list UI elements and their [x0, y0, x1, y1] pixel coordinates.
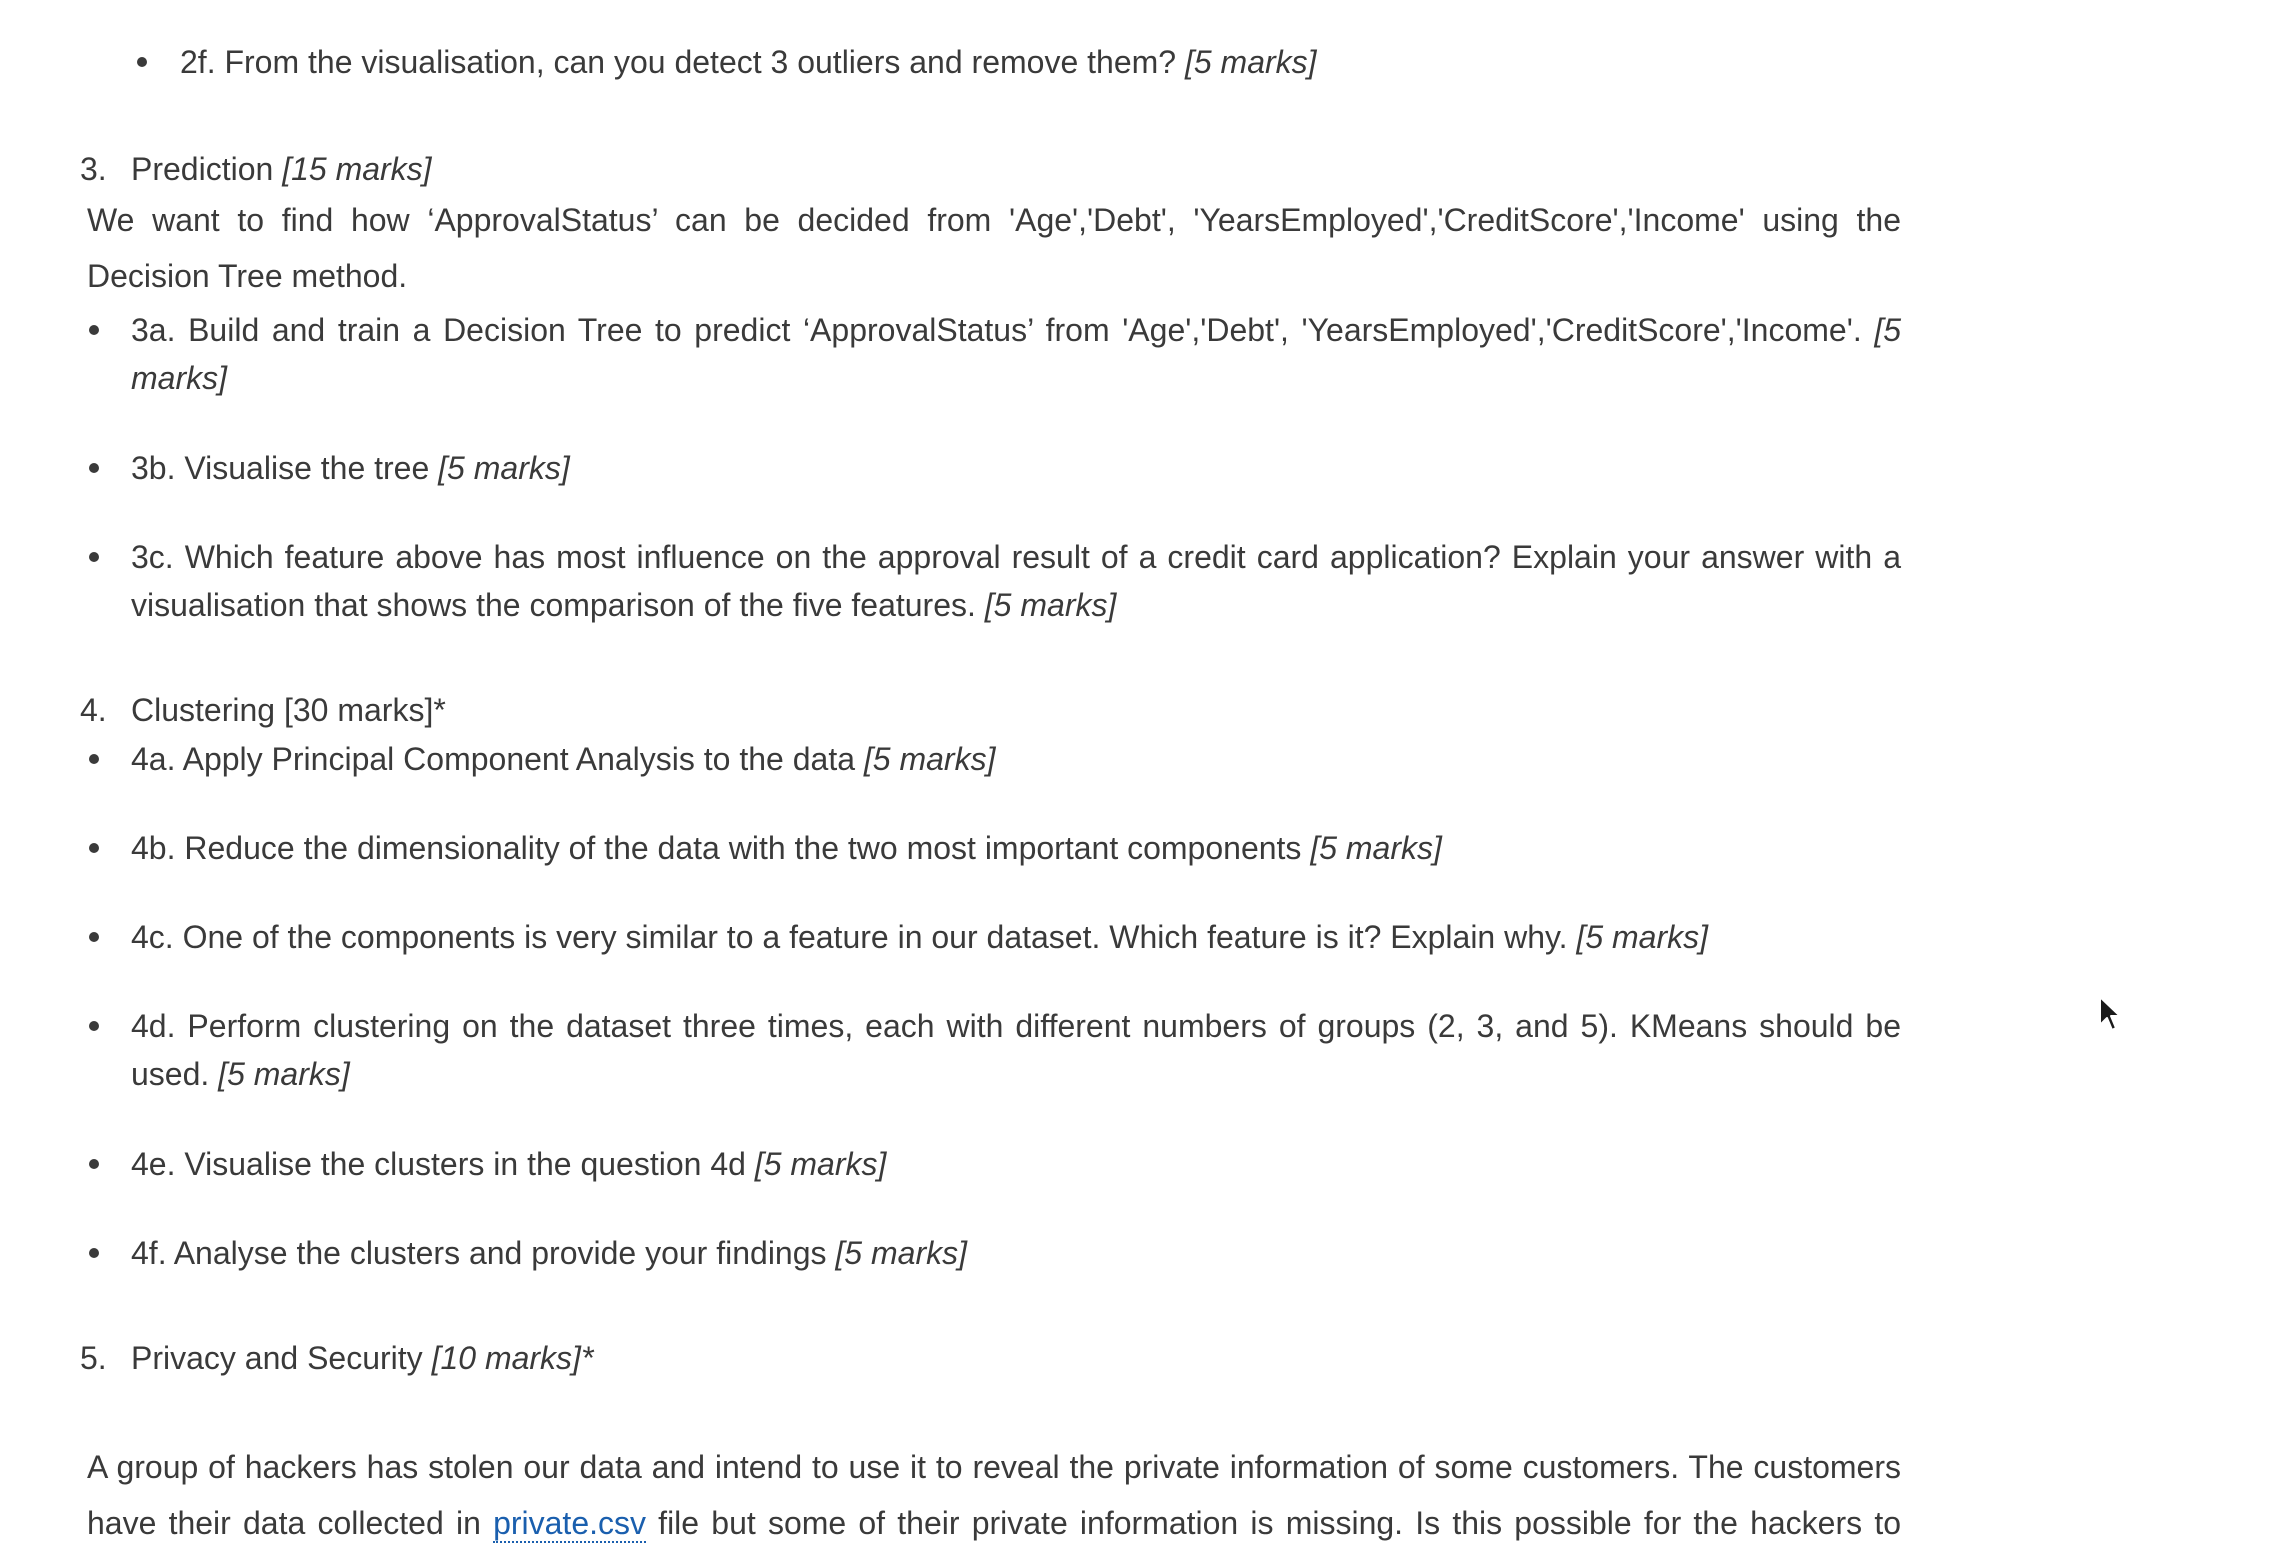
question-3a-line-1 — [131, 308, 1901, 352]
section-4-number: 4. — [80, 692, 107, 728]
section-3-heading — [131, 147, 432, 191]
marks-label: [5 — [1874, 312, 1901, 348]
bullet — [89, 1248, 99, 1258]
question-text: used. — [131, 1056, 219, 1092]
section-title: Prediction — [131, 151, 283, 187]
question-2f — [180, 40, 1317, 84]
section-5-paragraph-line-1: A group of hackers has stolen our data and intend to use it to reveal the private information of some customers. The customers — [87, 1449, 1901, 1485]
question-text: 2f. From the visualisation, can you detect 3 outliers and remove them? — [180, 44, 1185, 80]
marks-label: [5 marks] — [754, 1146, 887, 1182]
paragraph-text: file but some of their private information is missing. Is this possible for the hackers to — [646, 1505, 1902, 1541]
marks-label: [5 marks] — [984, 587, 1117, 623]
question-3c-line-1: 3c. Which feature above has most influence on the approval result of a credit card application? Explain your answer with a — [131, 539, 1901, 575]
marks-label: [5 marks] — [438, 450, 570, 486]
question-4a — [131, 737, 995, 781]
bullet — [89, 463, 99, 473]
question-text: 4c. One of the components is very similar to a feature in our dataset. Which feature is it? Explain why. — [131, 919, 1577, 955]
marks-label: [10 marks]* — [431, 1340, 594, 1376]
bullet — [137, 57, 147, 67]
section-3-intro-line-2: Decision Tree method. — [87, 258, 408, 294]
mouse-pointer-icon — [2098, 995, 2122, 1033]
marks-label: [5 marks] — [835, 1235, 967, 1271]
marks-label: marks] — [131, 360, 227, 396]
bullet — [89, 325, 99, 335]
marks-label: [5 marks] — [1310, 830, 1442, 866]
marks-label: [15 marks] — [282, 151, 432, 187]
section-5-paragraph-line-2 — [87, 1501, 1901, 1545]
question-text: 3a. Build and train a Decision Tree to predict ‘ApprovalStatus’ from 'Age','Debt', 'YearsEmployed','CreditScore','Income'. — [131, 312, 1875, 348]
question-4d-line-1: 4d. Perform clustering on the dataset three times, each with different numbers of groups (2, 3, and 5). KMeans should be — [131, 1008, 1901, 1044]
section-3-intro-line-1: We want to find how ‘ApprovalStatus’ can be decided from 'Age','Debt', 'YearsEmployed','CreditScore','Income' using the — [87, 202, 1901, 238]
question-4d-line-2 — [131, 1052, 350, 1096]
marks-label: [5 marks] — [1576, 919, 1708, 955]
question-text: 3b. Visualise the tree — [131, 450, 439, 486]
paragraph-text: have their data collected in — [87, 1505, 494, 1541]
question-3c-line-2 — [131, 583, 1116, 627]
section-5-number: 5. — [80, 1340, 107, 1376]
marks-label: [5 marks] — [863, 741, 996, 777]
bullet — [89, 552, 99, 562]
bullet — [89, 754, 99, 764]
question-text: 4a. Apply Principal Component Analysis to the data — [131, 741, 864, 777]
bullet — [89, 843, 99, 853]
bullet — [89, 1159, 99, 1169]
bullet — [89, 1021, 99, 1031]
section-title: Privacy and Security — [131, 1340, 432, 1376]
question-4f — [131, 1231, 967, 1275]
question-4e — [131, 1142, 886, 1186]
question-text: visualisation that shows the comparison of the five features. — [131, 587, 985, 623]
question-3a-line-2 — [131, 356, 227, 400]
question-text: 4f. Analyse the clusters and provide your findings — [131, 1235, 836, 1271]
question-text: 4b. Reduce the dimensionality of the data with the two most important components — [131, 830, 1311, 866]
marks-label: [5 marks] — [218, 1056, 350, 1092]
question-text: 4e. Visualise the clusters in the question 4d — [131, 1146, 755, 1182]
question-3b — [131, 446, 570, 490]
section-3-number: 3. — [80, 151, 107, 187]
question-4b — [131, 826, 1442, 870]
question-4c — [131, 915, 1708, 959]
section-5-heading — [131, 1336, 593, 1380]
private-csv-link[interactable]: private.csv — [493, 1505, 646, 1541]
bullet — [89, 932, 99, 942]
section-4-heading: Clustering [30 marks]* — [131, 692, 446, 728]
marks-label: [5 marks] — [1184, 44, 1317, 80]
